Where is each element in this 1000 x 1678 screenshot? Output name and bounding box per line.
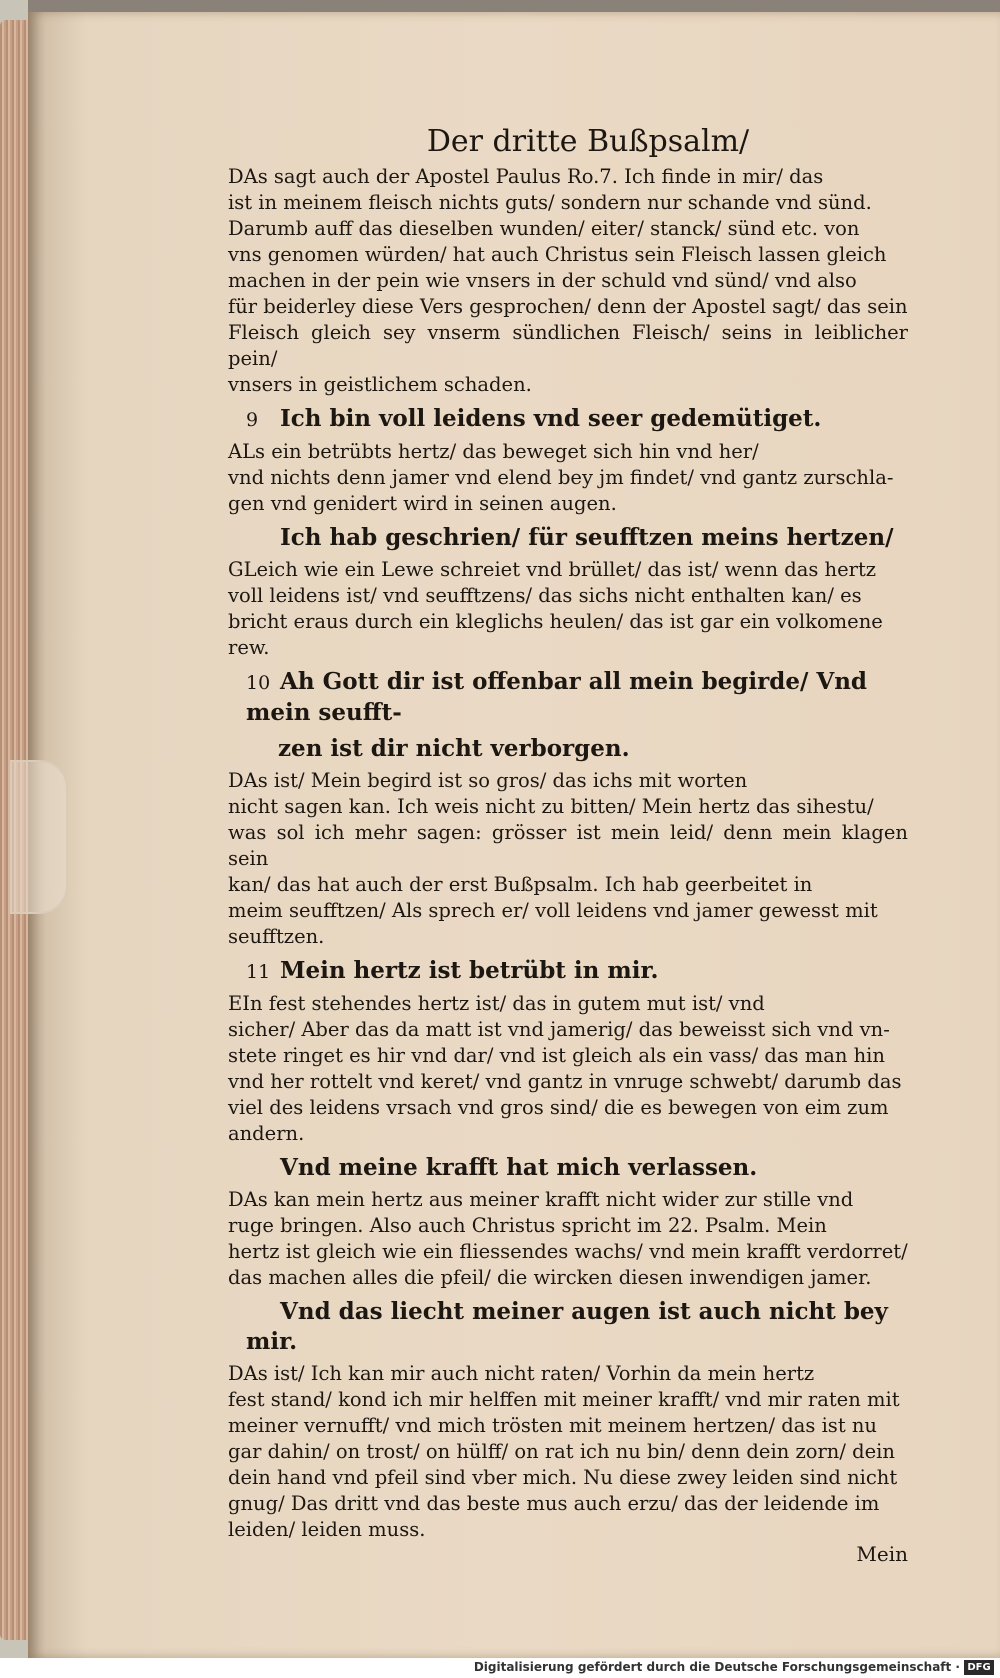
text-line: DAs ist/ Ich kan mir auch nicht raten/ Vorhin da mein hertz xyxy=(228,1362,815,1385)
text-line: EIn fest stehendes hertz ist/ das in gutem mut ist/ vnd xyxy=(228,992,765,1015)
text-line: ruge bringen. Also auch Christus spricht im 22. Psalm. Mein xyxy=(228,1214,827,1237)
text-line: Darumb auff das dieselben wunden/ eiter/ stanck/ sünd etc. von xyxy=(228,217,860,240)
text-line: DAs kan mein hertz aus meiner krafft nicht wider zur stille vnd xyxy=(228,1188,854,1211)
funding-credit: Digitalisierung gefördert durch die Deutsche Forschungsgemeinschaft · xyxy=(473,1660,960,1674)
paragraph xyxy=(228,991,908,1147)
verse-text: Vnd das liecht meiner augen ist auch nicht bey mir. xyxy=(246,1298,888,1355)
text-line: sicher/ Aber das da matt ist vnd jamerig/ das beweisst sich vnd vn- xyxy=(228,1018,890,1041)
verse-number: 9 xyxy=(246,409,259,431)
text-line: GLeich wie ein Lewe schreiet vnd brüllet/ das ist/ wenn das hertz xyxy=(228,558,877,581)
text-line: hertz ist gleich wie ein fliessendes wachs/ vnd mein krafft verdorret/ xyxy=(228,1240,908,1263)
text-line: ist in meinem fleisch nichts guts/ sondern nur schande vnd sünd. xyxy=(228,191,872,214)
verse-text: Vnd meine krafft hat mich verlassen. xyxy=(280,1154,758,1181)
text-line: gen vnd genidert wird in seinen augen. xyxy=(228,492,617,515)
text-line: stete ringet es hir vnd dar/ vnd ist gleich als ein vass/ das man hin xyxy=(228,1044,885,1067)
paragraph xyxy=(228,557,908,661)
footer-bar xyxy=(0,1658,1000,1678)
body-text xyxy=(228,164,908,1543)
paragraph xyxy=(228,1361,908,1543)
text-line: bricht eraus durch ein kleglichs heulen/ das ist gar ein volkomene xyxy=(228,610,883,633)
text-line: viel des leidens vrsach vnd gros sind/ die es bewegen von eim zum xyxy=(228,1096,889,1119)
text-line: das machen alles die pfeil/ die wircken diesen inwendigen jamer. xyxy=(228,1266,872,1289)
verse-text: Ah Gott dir ist offenbar all mein begirde/ Vnd mein seufft- xyxy=(246,668,868,726)
psalm-verse xyxy=(246,667,908,728)
text-line: dein hand vnd pfeil sind vber mich. Nu diese zwey leiden sind nicht xyxy=(228,1466,898,1489)
paragraph xyxy=(228,1187,908,1291)
running-head: Der dritte Bußpsalm/ xyxy=(426,124,750,159)
text-line: seufftzen. xyxy=(228,925,325,948)
verse-number: 10 xyxy=(246,672,271,694)
text-line: rew. xyxy=(228,636,270,659)
psalm-verse xyxy=(246,956,908,987)
text-line: DAs ist/ Mein begird ist so gros/ das ichs mit worten xyxy=(228,769,748,792)
text-line: gar dahin/ on trost/ on hülff/ on rat ich nu bin/ denn dein zorn/ dein xyxy=(228,1440,895,1463)
verse-text: zen ist dir nicht verborgen. xyxy=(278,735,630,762)
text-line: voll leidens ist/ vnd seufftzens/ das sichs nicht enthalten kan/ es xyxy=(228,584,862,607)
text-block xyxy=(228,120,908,1567)
psalm-verse xyxy=(278,734,908,764)
psalm-verse xyxy=(246,1297,908,1357)
text-line: was sol ich mehr sagen: grösser ist mein leid/ denn mein klagen sein xyxy=(228,821,908,870)
text-line: machen in der pein wie vnsers in der schuld vnd sünd/ vnd also xyxy=(228,269,857,292)
text-line: meim seufftzen/ Als sprech er/ voll leidens vnd jamer gewesst mit xyxy=(228,899,878,922)
text-line: vnd nichts denn jamer vnd elend bey jm findet/ vnd gantz zurschla- xyxy=(228,466,894,489)
text-line: DAs sagt auch der Apostel Paulus Ro.7. Ich finde in mir/ das xyxy=(228,165,824,188)
dfg-logo: DFG xyxy=(964,1660,994,1675)
text-line: kan/ das hat auch der erst Bußpsalm. Ich hab geerbeitet in xyxy=(228,873,813,896)
text-line: vns genomen würden/ hat auch Christus sein Fleisch lassen gleich xyxy=(228,243,887,266)
text-line: vnd her rottelt vnd keret/ vnd gantz in vnruge schwebt/ darumb das xyxy=(228,1070,902,1093)
text-line: gnug/ Das dritt vnd das beste mus auch erzu/ das der leidende im xyxy=(228,1492,880,1515)
text-line: vnsers in geistlichem schaden. xyxy=(228,373,532,396)
text-line: meiner vernufft/ vnd mich trösten mit meinem hertzen/ das ist nu xyxy=(228,1414,877,1437)
text-line: Fleisch gleich sey vnserm sündlichen Fleisch/ seins in leiblicher pein/ xyxy=(228,321,908,370)
text-line: ALs ein betrübts hertz/ das beweget sich hin vnd her/ xyxy=(228,440,759,463)
verse-text: Ich bin voll leidens vnd seer gedemütiget. xyxy=(280,405,822,432)
psalm-verse xyxy=(246,523,908,553)
page-marker-tab xyxy=(10,760,68,914)
psalm-verse xyxy=(246,1153,908,1183)
text-line: für beiderley diese Vers gesprochen/ denn der Apostel sagt/ das sein xyxy=(228,295,908,318)
paragraph xyxy=(228,768,908,950)
text-line: andern. xyxy=(228,1122,305,1145)
catchword: Mein xyxy=(856,1542,908,1566)
paragraph xyxy=(228,164,908,398)
text-line: fest stand/ kond ich mir helffen mit meiner krafft/ vnd mir raten mit xyxy=(228,1388,900,1411)
paragraph xyxy=(228,439,908,517)
psalm-verse xyxy=(246,404,908,435)
verse-text: Ich hab geschrien/ für seufftzen meins hertzen/ xyxy=(280,524,894,551)
verse-text: Mein hertz ist betrübt in mir. xyxy=(280,957,659,984)
text-line: nicht sagen kan. Ich weis nicht zu bitten/ Mein hertz das sihestu/ xyxy=(228,795,874,818)
verse-number: 11 xyxy=(246,961,271,983)
text-line: leiden/ leiden muss. xyxy=(228,1518,426,1541)
